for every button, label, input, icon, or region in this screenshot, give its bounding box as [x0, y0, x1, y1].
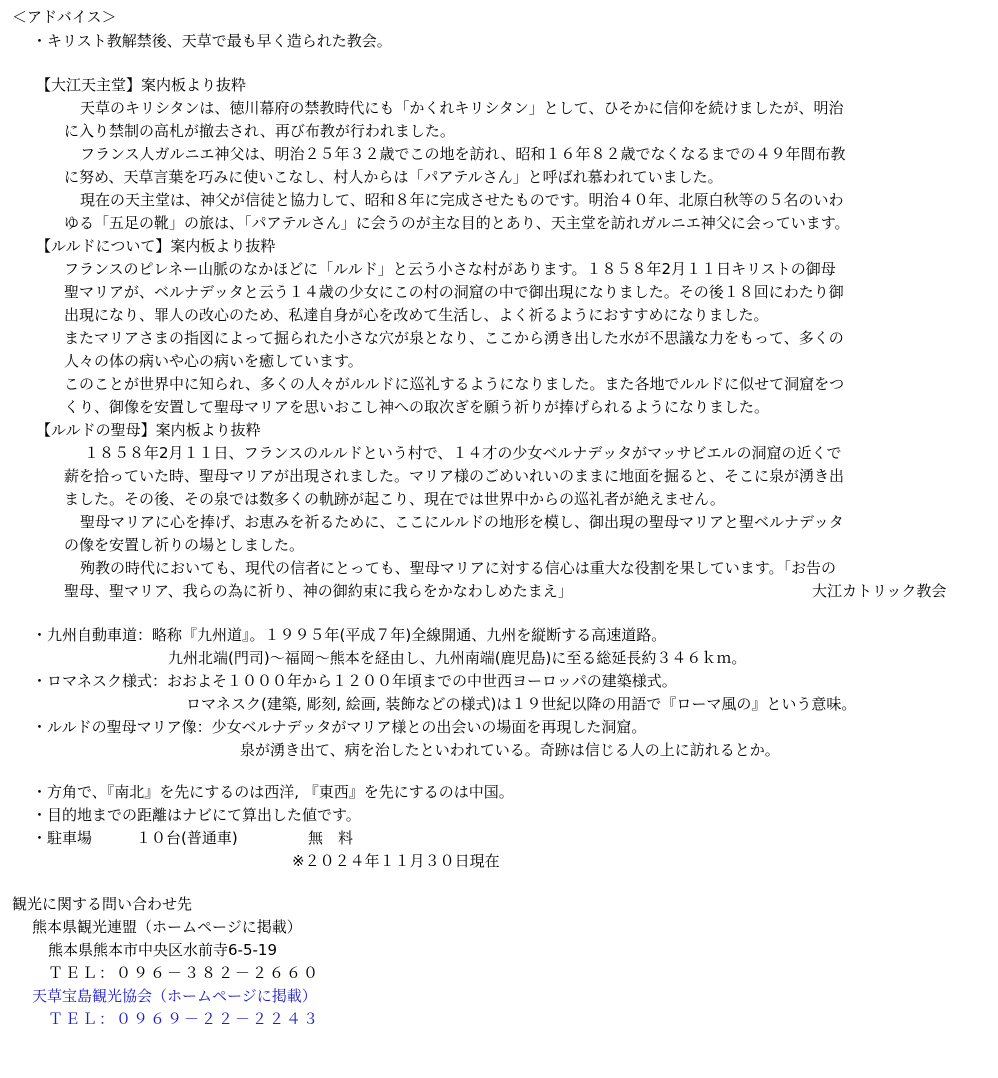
lourdes-title: 【ルルドについて】案内板より抜粋 — [36, 237, 276, 255]
tip-parking-count: １０台(普通車) — [136, 829, 238, 847]
mary-line: 殉教の時代においても、現代の信者にとっても、聖母マリアに対する信心は重大な役割を果しています。「お告の — [80, 559, 837, 577]
tip-distance: ・目的地までの距離はナビにて算出した値です。 — [32, 806, 361, 824]
oe-line: フランス人ガルニエ神父は、明治２５年３２歳でこの地を訪れ、昭和１６年８２歳でなくなるまでの４９年間布教 — [80, 145, 846, 163]
mary-line: １８５８年2月１１日、フランスのルルドという村で、１４才の少女ベルナデッタがマッサビエルの洞窟の近くで — [84, 444, 842, 462]
lourdes-line: またマリアさまの指図によって掘られた小さな穴が泉となり、ここから湧き出した水が不思議な力をもって、多くの — [64, 329, 844, 347]
mary-line: 聖母、聖マリア、我らの為に祈り、神の御約束に我らをかなわしめたまえ」 — [64, 582, 573, 600]
contact-heading: 観光に関する問い合わせ先 — [12, 895, 193, 913]
oe-line: に努め、天草言葉を巧みに使いこなし、村人からは「パアテルさん」と呼ばれ慕われていました。 — [64, 168, 723, 186]
oe-line: 現在の天主堂は、神父が信徒と協力して、昭和８年に完成させたものです。明治４０年、北原白秋等の５名のいわ — [80, 191, 844, 209]
mary-line: の像を安置し祈りの場としました。 — [64, 536, 305, 554]
mary-line: 聖母マリアに心を捧げ、お恵みを祈るために、ここにルルドの地形を模し、御出現の聖母マリアと聖ベルナデッタ — [80, 513, 844, 531]
note-romanesque: ・ロマネスク様式：おおよそ１０００年から１２００年頃までの中世西ヨーロッパの建築様式。 — [32, 672, 677, 690]
oe-line: 天草のキリシタンは、徳川幕府の禁教時代にも「かくれキリシタン」として、ひそかに信仰を続けましたが、明治 — [80, 99, 844, 117]
contact-address-kumamoto: 熊本県熊本市中央区水前寺6-5-19 — [48, 941, 278, 959]
note-expressway-detail: 九州北端(門司)～福岡～熊本を経由し、九州南端(鹿児島)に至る総延長約３４６ｋｍ。 — [168, 649, 747, 667]
tip-parking-label: ・駐車場 — [32, 829, 93, 847]
mary-line: 薪を拾っていた時、聖母マリアが出現されました。マリア様のごめいれいのままに地面を掘ると、そこに泉が湧き出 — [64, 467, 845, 485]
contact-tel-amakusa-link[interactable]: ＴＥＬ：０９６９－２２－２２４３ — [48, 1010, 321, 1028]
tip-parking-fee: 無 料 — [308, 829, 354, 847]
mary-signature: 大江カトリック教会 — [812, 582, 947, 600]
lourdes-line: 出現になり、罪人の改心のため、私達自身が心を改めて生活し、よく祈るようにおすすめになりました。 — [64, 306, 769, 324]
advice-heading: ＜アドバイス＞ — [12, 8, 117, 26]
oe-title: 【大江天主堂】案内板より抜粋 — [36, 76, 247, 94]
note-expressway: ・九州自動車道：略称『九州道』。１９９５年(平成７年)全線開通、九州を縦断する高速道路。 — [32, 626, 667, 644]
note-statue-detail: 泉が湧き出て、病を治したといわれている。奇跡は信じる人の上に訪れるとか。 — [240, 741, 780, 759]
tip-direction: ・方角で、『南北』を先にするのは西洋, 『東西』を先にするのは中国。 — [32, 783, 514, 801]
mary-title: 【ルルドの聖母】案内板より抜粋 — [36, 421, 261, 439]
lourdes-line: 人々の体の病いや心の病いを癒しています。 — [64, 352, 363, 370]
lourdes-line: 聖マリアが、ベルナデッタと云う１４歳の少女にこの村の洞窟の中で御出現になりました。その後１８回にわたり御 — [64, 283, 844, 301]
contact-org-kumamoto: 熊本県観光連盟（ホームページに掲載） — [32, 918, 302, 936]
contact-org-amakusa-link[interactable]: 天草宝島観光協会（ホームページに掲載） — [32, 987, 317, 1005]
note-romanesque-detail: ロマネスク(建築, 彫刻, 絵画, 装飾などの様式)は１９世紀以降の用語で『ローマ風の』という意味。 — [186, 695, 857, 713]
lourdes-line: くり、御像を安置して聖母マリアを思いおこし神への取次ぎを願う祈りが捧げられるようになりました。 — [64, 398, 770, 416]
lourdes-line: フランスのピレネー山脈のなかほどに「ルルド」と云う小さな村があります。１８５８年2月１１日キリストの御母 — [64, 260, 836, 278]
bullet-intro: ・キリスト教解禁後、天草で最も早く造られた教会。 — [32, 32, 392, 50]
mary-line: ました。その後、その泉では数多くの軌跡が起こり、現在では世界中からの巡礼者が絶えません。 — [64, 490, 725, 508]
oe-line: に入り禁制の高札が撤去され、再び布教が行われました。 — [64, 122, 455, 140]
lourdes-line: このことが世界中に知られ、多くの人々がルルドに巡礼するようになりました。また各地でルルドに似せて洞窟をつ — [64, 375, 845, 393]
oe-line: ゆる「五足の靴」の旅は、「パアテルさん」に会うのが主な目的とあり、天主堂を訪れガルニエ神父に会っています。 — [64, 214, 850, 232]
note-statue: ・ルルドの聖母マリア像：少女ベルナデッタがマリア様との出会いの場面を再現した洞窟。 — [32, 718, 647, 736]
contact-tel-kumamoto: ＴＥＬ：０９６－３８２－２６６０ — [48, 964, 321, 982]
tip-as-of-date: ※２０２４年１１月３０日現在 — [292, 852, 500, 870]
